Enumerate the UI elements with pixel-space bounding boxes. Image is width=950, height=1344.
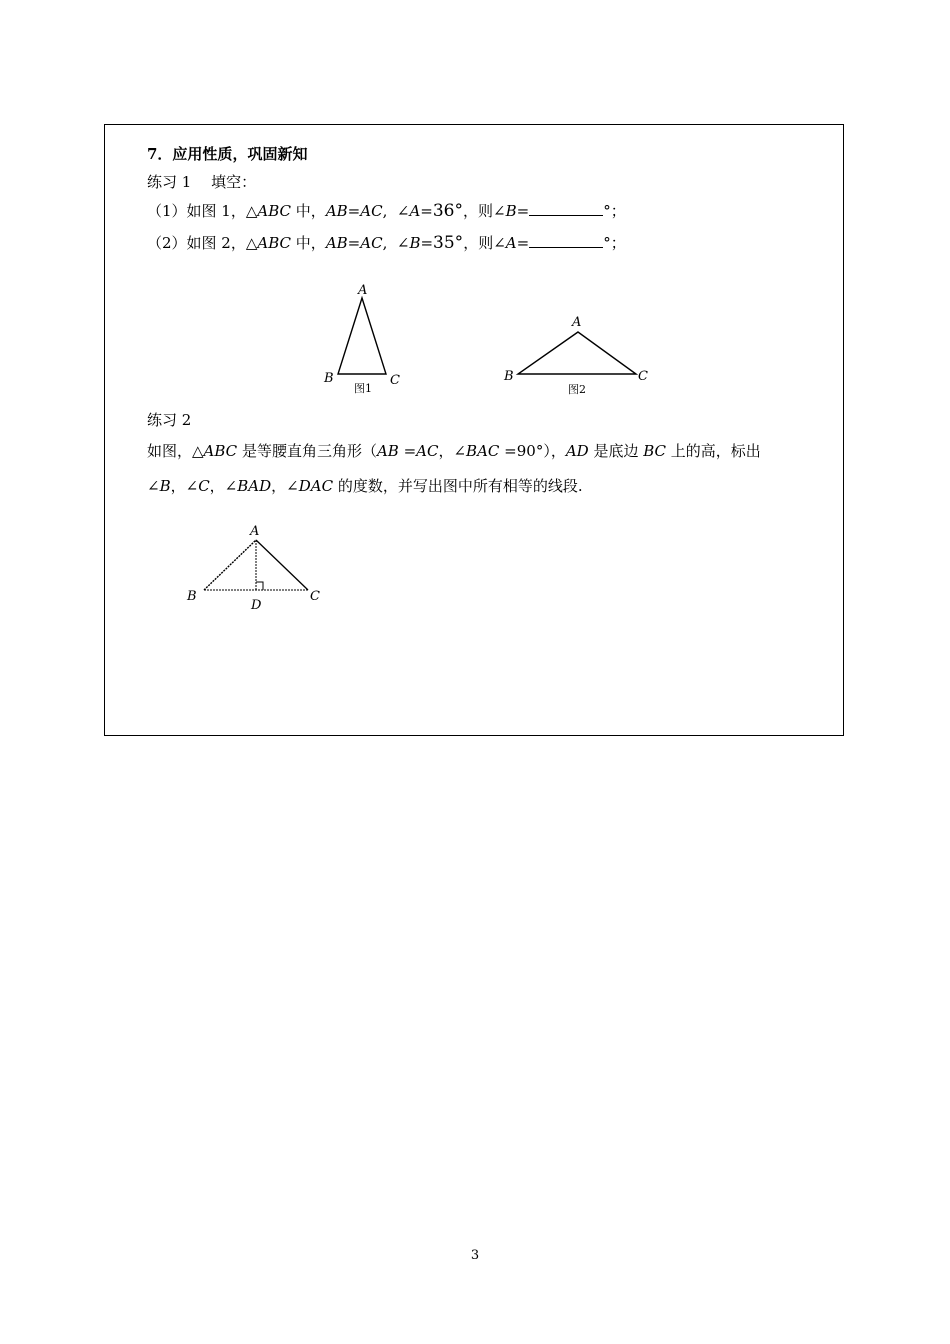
exercise2-line-2: ∠B，∠C，∠BAD，∠DAC 的度数，并写出图中所有相等的线段.	[147, 477, 583, 495]
fig2-label-b: B	[504, 369, 514, 384]
triangle-abc-1	[338, 298, 386, 374]
answer-blank-1[interactable]	[529, 201, 603, 216]
section-heading: 7．应用性质，巩固新知	[147, 145, 308, 163]
fig2-caption: 图2	[568, 383, 586, 396]
fig1-label-a: A	[358, 283, 368, 298]
fig3-label-d: D	[251, 598, 262, 613]
answer-blank-2[interactable]	[529, 233, 603, 248]
triangle-abc-2	[518, 332, 636, 374]
figure-2-triangle	[498, 308, 658, 400]
side-ab	[204, 540, 256, 590]
right-angle-mark	[256, 582, 263, 590]
fig2-label-c: C	[638, 369, 648, 384]
exercise1-title: 练习 1 填空：	[147, 173, 257, 191]
fig2-label-a: A	[572, 315, 582, 330]
figure-3-right-isosceles-triangle	[180, 518, 330, 616]
fig3-label-c: C	[310, 589, 320, 604]
side-ac	[256, 540, 308, 590]
fig3-label-a: A	[250, 524, 260, 539]
exercise1-question-1: （1）如图 1，△ABC 中，AB=AC, ∠A=36°，则∠B= °；	[147, 201, 626, 221]
exercise2-title: 练习 2	[147, 411, 192, 429]
figure-1-triangle	[318, 278, 408, 400]
fig1-label-c: C	[390, 373, 400, 388]
page-number: 3	[470, 1248, 480, 1263]
exercise1-question-2: （2）如图 2，△ABC 中，AB=AC, ∠B=35°，则∠A= °；	[147, 233, 626, 253]
fig1-caption: 图1	[354, 382, 372, 395]
fig3-label-b: B	[187, 589, 197, 604]
exercise2-line-1: 如图，△ABC 是等腰直角三角形（AB =AC，∠BAC =90°），AD 是底边 BC 上的高，标出	[147, 442, 761, 460]
fig1-label-b: B	[324, 371, 334, 386]
